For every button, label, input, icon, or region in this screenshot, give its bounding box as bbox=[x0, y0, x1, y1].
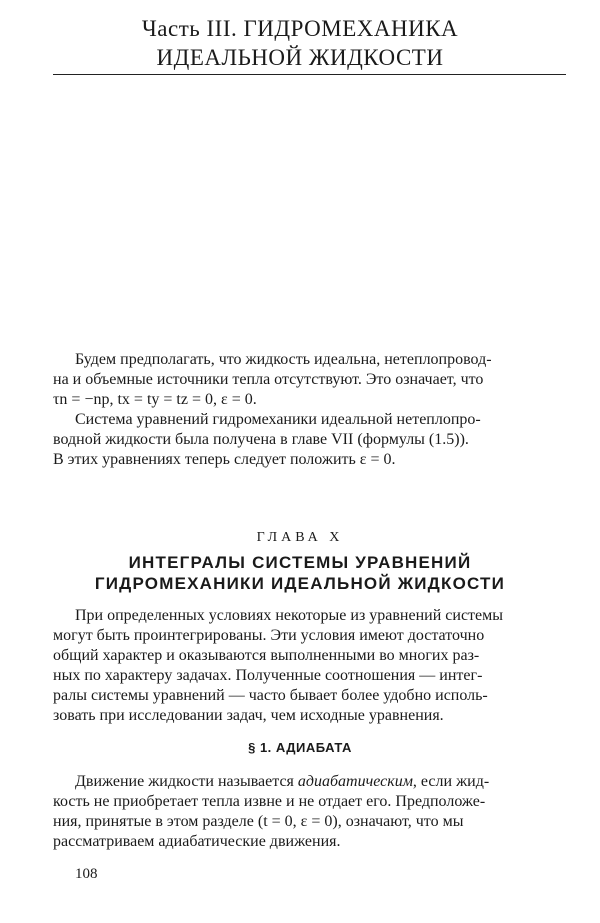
chapter-intro-paragraph bbox=[53, 606, 565, 726]
chapter-label: ГЛАВА X bbox=[256, 530, 344, 545]
intro-line: Будем предполагать, что жидкость идеальна, нетеплопровод- bbox=[75, 351, 492, 368]
chapter-intro-line: зовать при исследовании задач, чем исходные уравнения. bbox=[53, 707, 444, 724]
intro-line: водной жидкости была получена в главе VII (формулы (1.5)). bbox=[53, 431, 469, 448]
chapter-intro-line: общий характер и оказываются выполненными во многих раз- bbox=[53, 647, 480, 664]
section-line1-before: Движение жидкости называется bbox=[75, 773, 298, 790]
intro-line: на и объемные источники тепла отсутствуют. Это означает, что bbox=[53, 371, 484, 388]
intro-line: В этих уравнениях теперь следует положить ε = 0. bbox=[53, 451, 396, 468]
section-line1-after: , если жид- bbox=[412, 773, 490, 790]
header-rule bbox=[53, 74, 566, 75]
section-title: § 1. АДИАБАТА bbox=[248, 740, 352, 755]
part-title-line2: ИДЕАЛЬНОЙ ЖИДКОСТИ bbox=[156, 45, 444, 70]
chapter-intro-line: ралы системы уравнений — часто бывает более удобно исполь- bbox=[53, 687, 488, 704]
chapter-intro-line: могут быть проинтегрированы. Эти условия имеют достаточно bbox=[53, 627, 485, 644]
section-line: кость не приобретает тепла извне и не отдает его. Предположе- bbox=[53, 793, 486, 810]
chapter-title-line2: ГИДРОМЕХАНИКИ ИДЕАЛЬНОЙ ЖИДКОСТИ bbox=[94, 574, 506, 593]
section-line bbox=[75, 772, 565, 792]
section-paragraph bbox=[53, 772, 565, 852]
chapter-title bbox=[0, 552, 600, 594]
part-title-line1: Часть III. ГИДРОМЕХАНИКА bbox=[141, 16, 459, 41]
intro-formula: τn = −np, tx = ty = tz = 0, ε = 0. bbox=[53, 391, 257, 408]
term-adiabatic: адиабатическим bbox=[297, 773, 413, 790]
chapter-intro-line: ных по характеру задачах. Полученные соотношения — интег- bbox=[53, 667, 483, 684]
intro-line: Система уравнений гидромеханики идеальной нетеплопро- bbox=[75, 411, 481, 428]
section-line: рассматриваем адиабатические движения. bbox=[53, 833, 341, 850]
page-number: 108 bbox=[75, 866, 98, 882]
chapter-title-line1: ИНТЕГРАЛЫ СИСТЕМЫ УРАВНЕНИЙ bbox=[128, 553, 472, 572]
section-line: ния, принятые в этом разделе (t = 0, ε = 0), означают, что мы bbox=[53, 813, 464, 830]
part-title bbox=[0, 14, 600, 72]
chapter-intro-line: При определенных условиях некоторые из уравнений системы bbox=[75, 607, 504, 624]
intro-paragraph bbox=[53, 350, 565, 470]
